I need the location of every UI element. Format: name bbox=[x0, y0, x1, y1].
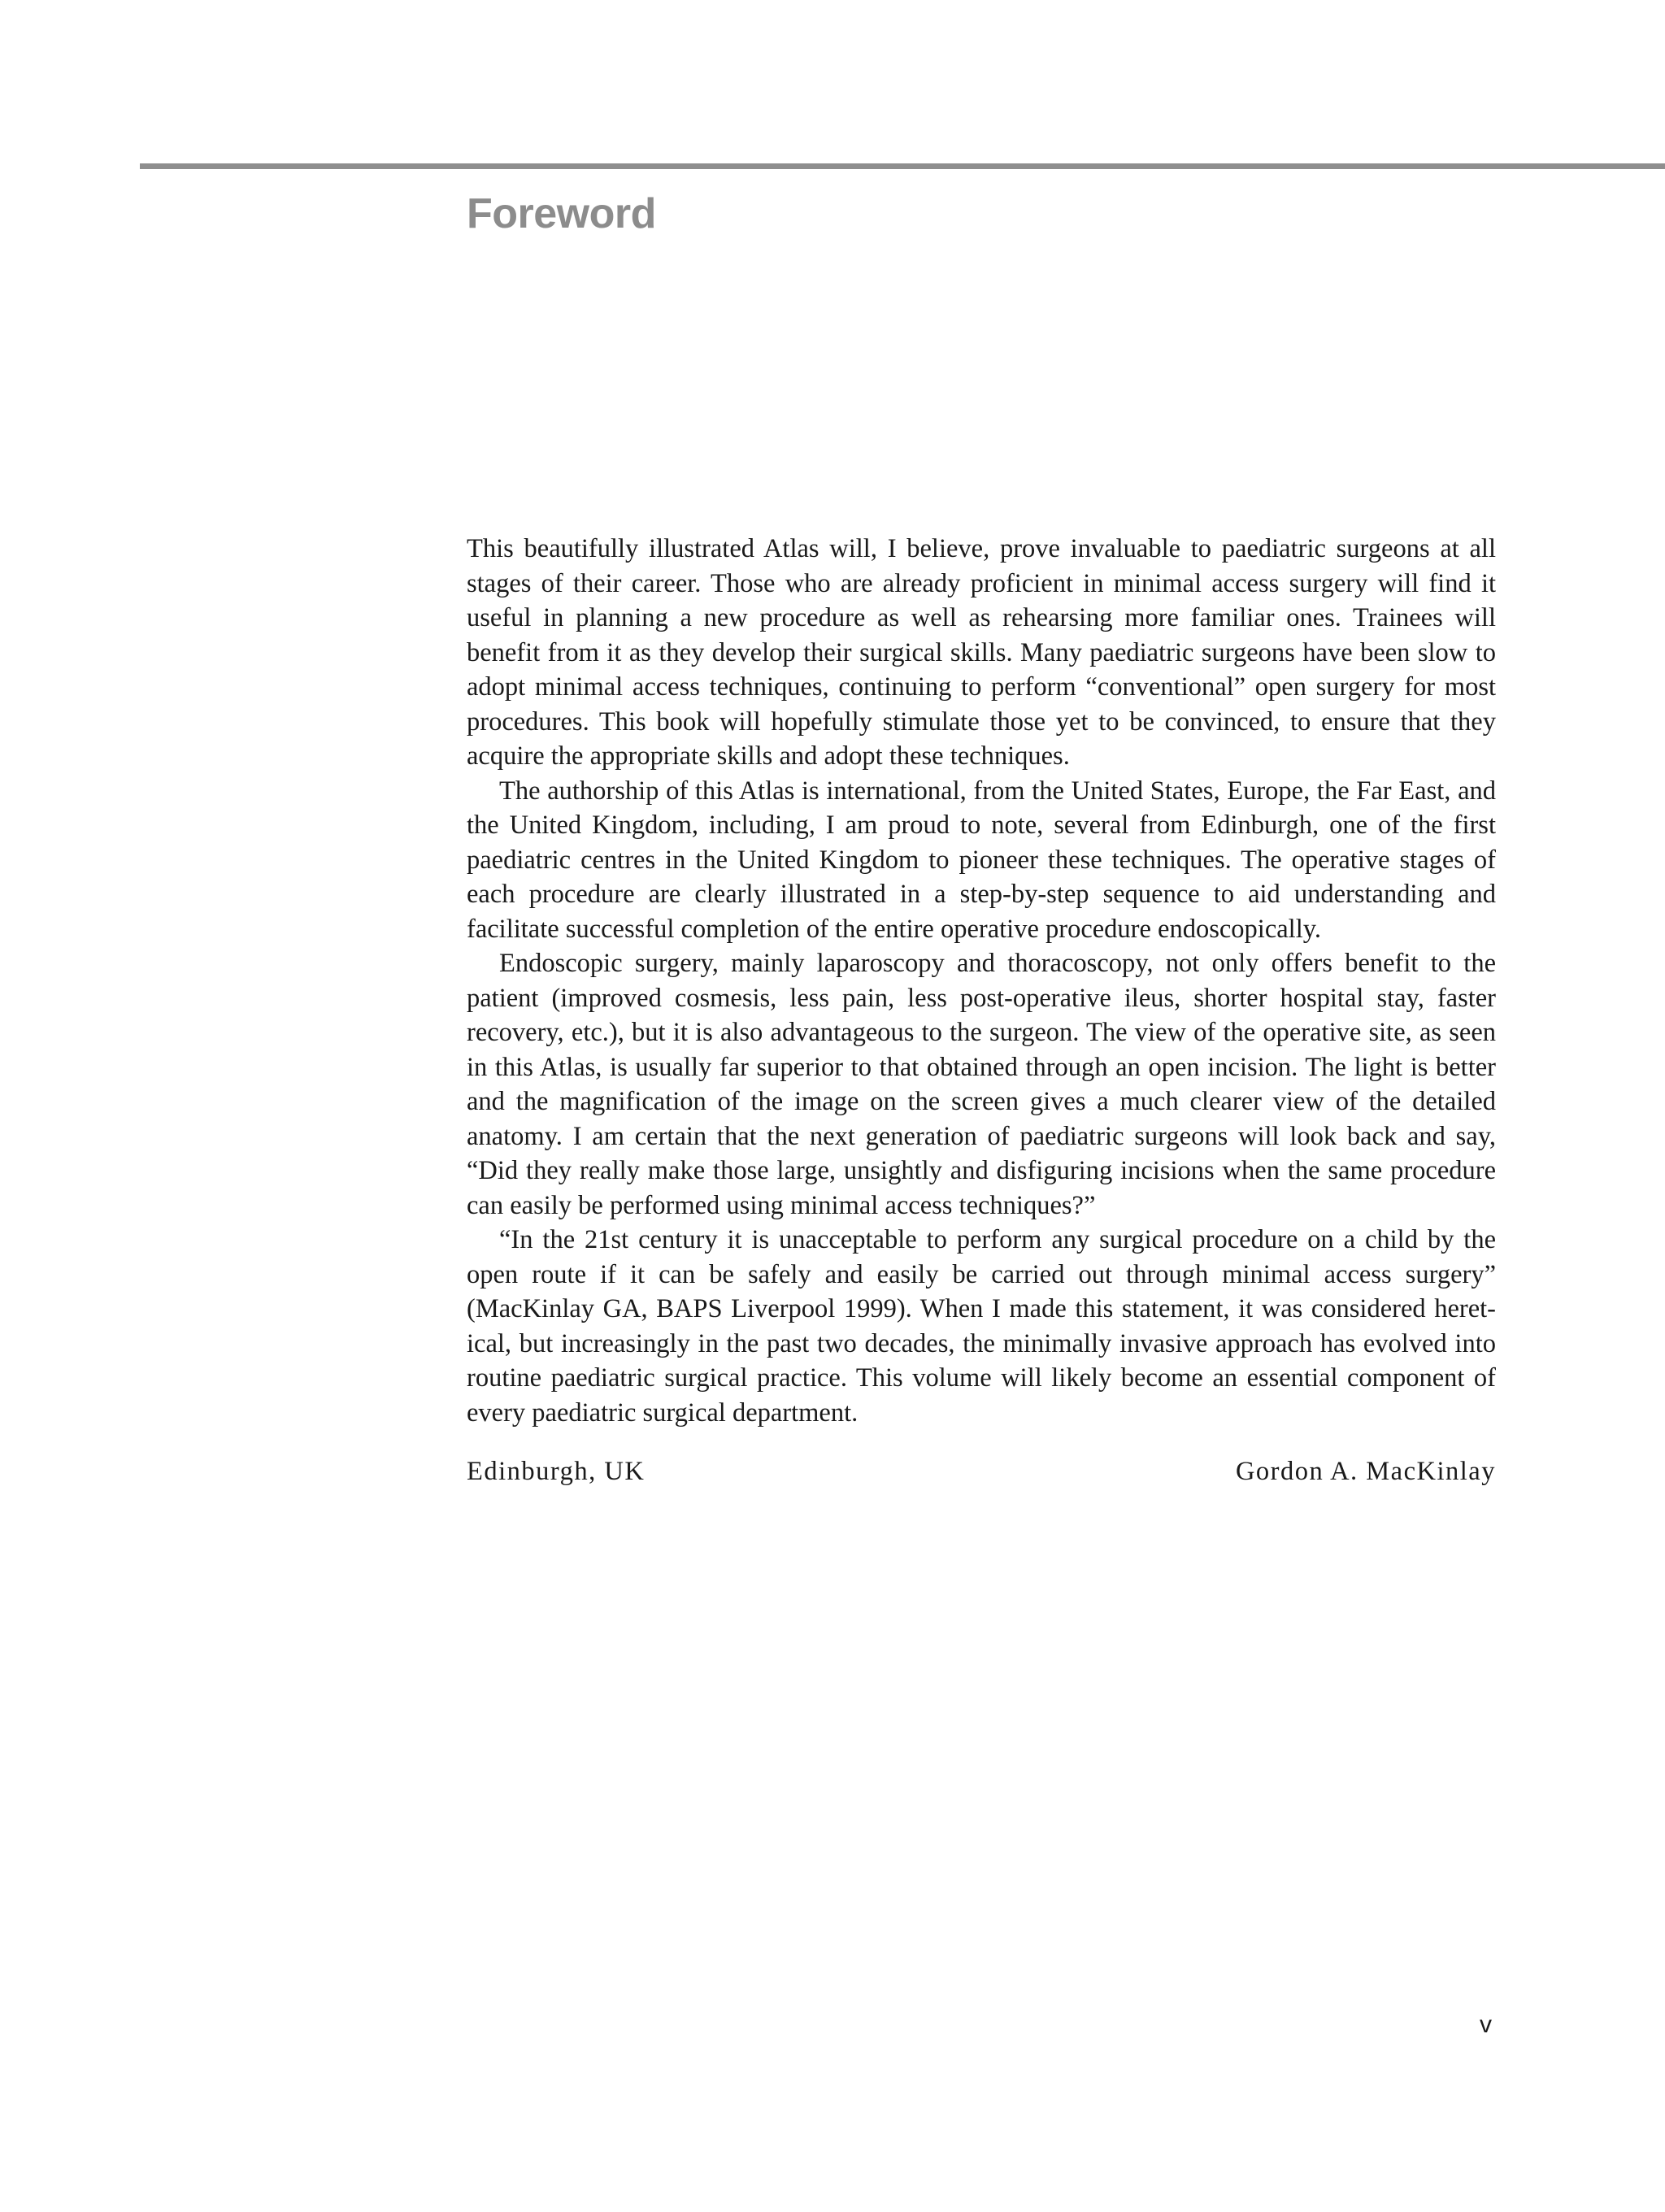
place-of-writing: Edinburgh, UK bbox=[467, 1457, 646, 1486]
header-rule bbox=[140, 163, 1665, 169]
author-name: Gordon A. MacKinlay bbox=[1235, 1457, 1496, 1486]
paragraph-1: This beautifully illustrated Atlas will, I believe, prove invaluable to paediatric surgeons at all stages of their career. Those who are already proficient in minimal access surgery will find it useful in planning a new procedure as well as rehearsing more familiar ones. Trainees will benefit from it as they develop their surgical skills. Many paediatric surgeons have been slow to adopt minimal access techniques, continuing to perform “conventional” open surgery for most procedures. This book will hopefully stimulate those yet to be convinced, to ensure that they acquire the appropriate skills and adopt these techniques. bbox=[467, 534, 1496, 771]
paragraph-4: “In the 21st century it is unacceptable to perform any surgical procedure on a child by the open route if it can be safely and easily be carried out through minimal access surgery” (MacKinlay GA, BAPS Liverpool 1999). When I made this statement, it was considered heretical, but increasingly in the past two decades, the minimally invasive approach has evolved into routine paediatric surgical practice. This volume will likely become an essential component of every paediatric surgical department. bbox=[467, 1225, 1496, 1428]
paragraph-2: The authorship of this Atlas is international, from the United States, Europe, the Far East, and the United Kingdom, including, I am proud to note, several from Edinburgh, one of the first paediatric centres in the United Kingdom to pioneer these techniques. The operative stages of each procedure are clearly illustrated in a step-by-step sequence to aid understanding and facilitate successful completion of the entire operative procedure endoscopically. bbox=[467, 776, 1496, 944]
page-number: v bbox=[1480, 2011, 1492, 2038]
paragraph-3: Endoscopic surgery, mainly laparoscopy and thoracoscopy, not only offers benefit to the patient (improved cosmesis, less pain, less post-operative ileus, shorter hospital stay, faster recovery, etc.), but it is also advantageous to the surgeon. The view of the operative site, as seen in this Atlas, is usually far superior to that obtained through an open incision. The light is better and the magnification of the image on the screen gives a much clearer view of the detailed anatomy. I am certain that the next generation of paediatric surgeons will look back and say, “Did they really make those large, unsightly and disfiguring incisions when the same procedure can easily be performed using minimal access techniques?” bbox=[467, 949, 1496, 1220]
page-title: Foreword bbox=[467, 190, 656, 237]
foreword-body bbox=[467, 532, 1496, 1430]
signature-line bbox=[467, 1457, 1496, 1487]
